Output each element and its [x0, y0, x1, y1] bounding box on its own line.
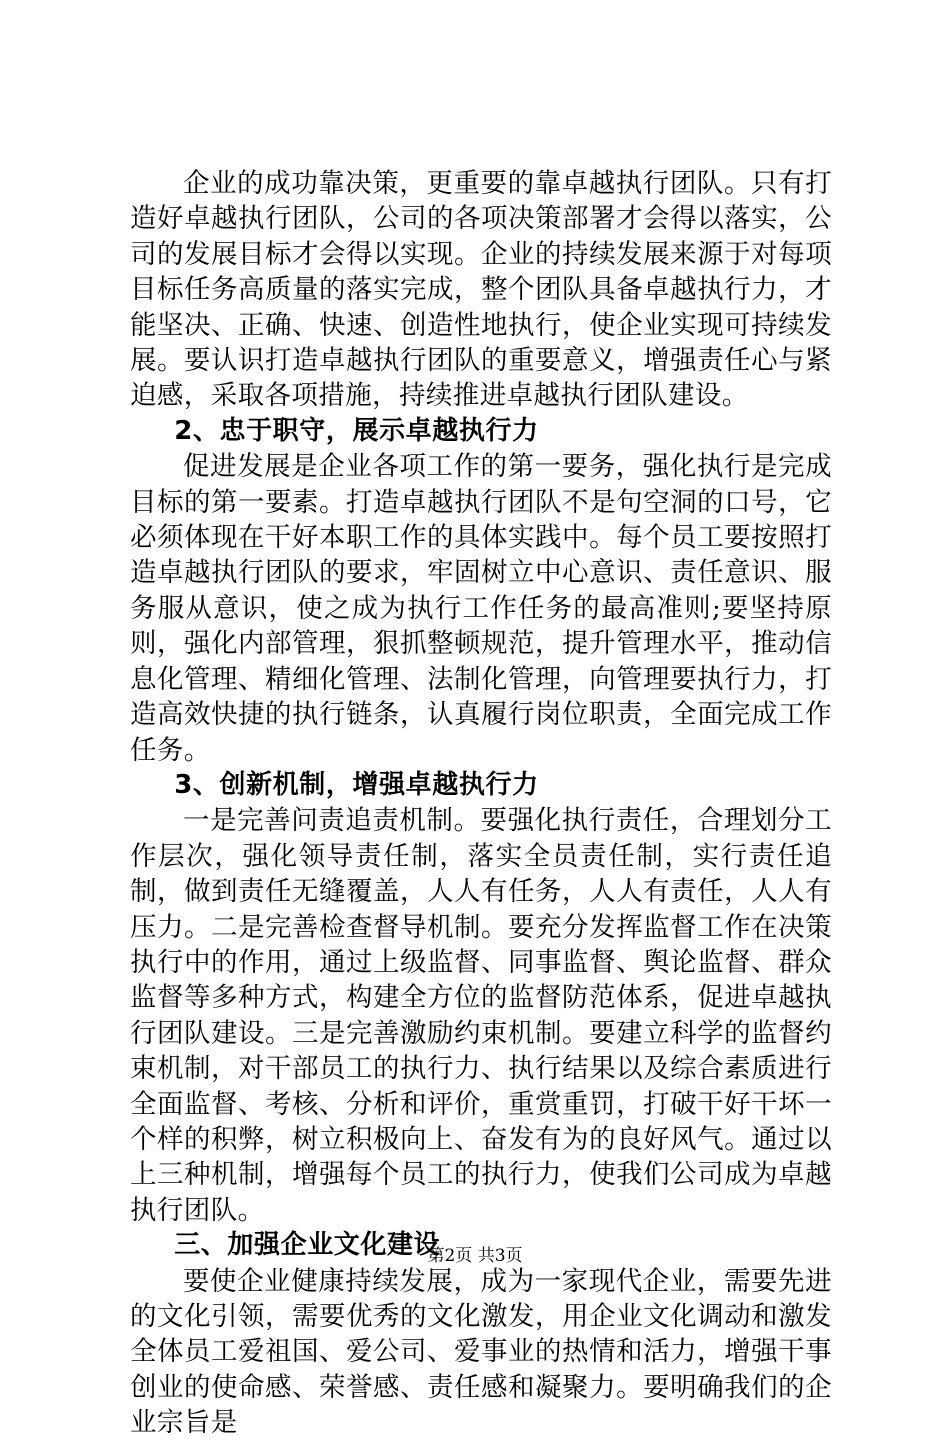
paragraph-culture: 要使企业健康持续发展，成为一家现代企业，需要先进的文化引领，需要优秀的文化激发，用企业文化调动和激发全体员工爱祖国、爱公司、爱事业的热情和活力，增强干事创业的使命感、荣誉感、责任感和凝聚力。要明确我们的企业宗旨是 [130, 1265, 832, 1439]
paragraph-innovation: 一是完善问责追责机制。要强化执行责任，合理划分工作层次，强化领导责任制，落实全员责任制，实行责任追制，做到责任无缝覆盖，人人有任务，人人有责任，人人有压力。二是完善检查督导机制。要充分发挥监督工作在决策执行中的作用，通过上级监督、同事监督、舆论监督、群众监督等多种方式，构建全方位的监督防范体系，促进卓越执行团队建设。三是完善激励约束机制。要建立科学的监督约束机制，对干部员工的执行力、执行结果以及综合素质进行全面监督、考核、分析和评价，重赏重罚，打破干好干坏一个样的积弊，树立积极向上、奋发有为的良好风气。通过以上三种机制，增强每个员工的执行力，使我们公司成为卓越执行团队。 [130, 805, 832, 1226]
section-heading-culture: 三、加强企业文化建设 [174, 1230, 441, 1261]
paragraph-loyalty: 促进发展是企业各项工作的第一要务，强化执行是完成目标的第一要素。打造卓越执行团队不是句空洞的口号，它必须体现在干好本职工作的具体实践中。每个员工要按照打造卓越执行团队的要求，牢固树立中心意识、责任意识、服务服从意识，使之成为执行工作任务的最高准则;要坚持原则，强化内部管理，狠抓整顿规范，提升管理水平，推动信息化管理、精细化管理、法制化管理，向管理要执行力，打造高效快捷的执行链条，认真履行岗位职责，全面完成工作任务。 [130, 451, 832, 766]
page-number-footer: 第2页 共3页 [427, 1246, 523, 1266]
section-heading-loyalty: 2、忠于职守，展示卓越执行力 [174, 415, 539, 446]
section-heading-innovation: 3、创新机制，增强卓越执行力 [174, 769, 539, 800]
paragraph-intro: 企业的成功靠决策，更重要的靠卓越执行团队。只有打造好卓越执行团队，公司的各项决策部署才会得以落实，公司的发展目标才会得以实现。企业的持续发展来源于对每项目标任务高质量的落实完成，整个团队具备卓越执行力，才能坚决、正确、快速、创造性地执行，使企业实现可持续发展。要认识打造卓越执行团队的重要意义，增强责任心与紧迫感，采取各项措施，持续推进卓越执行团队建设。 [130, 168, 832, 412]
